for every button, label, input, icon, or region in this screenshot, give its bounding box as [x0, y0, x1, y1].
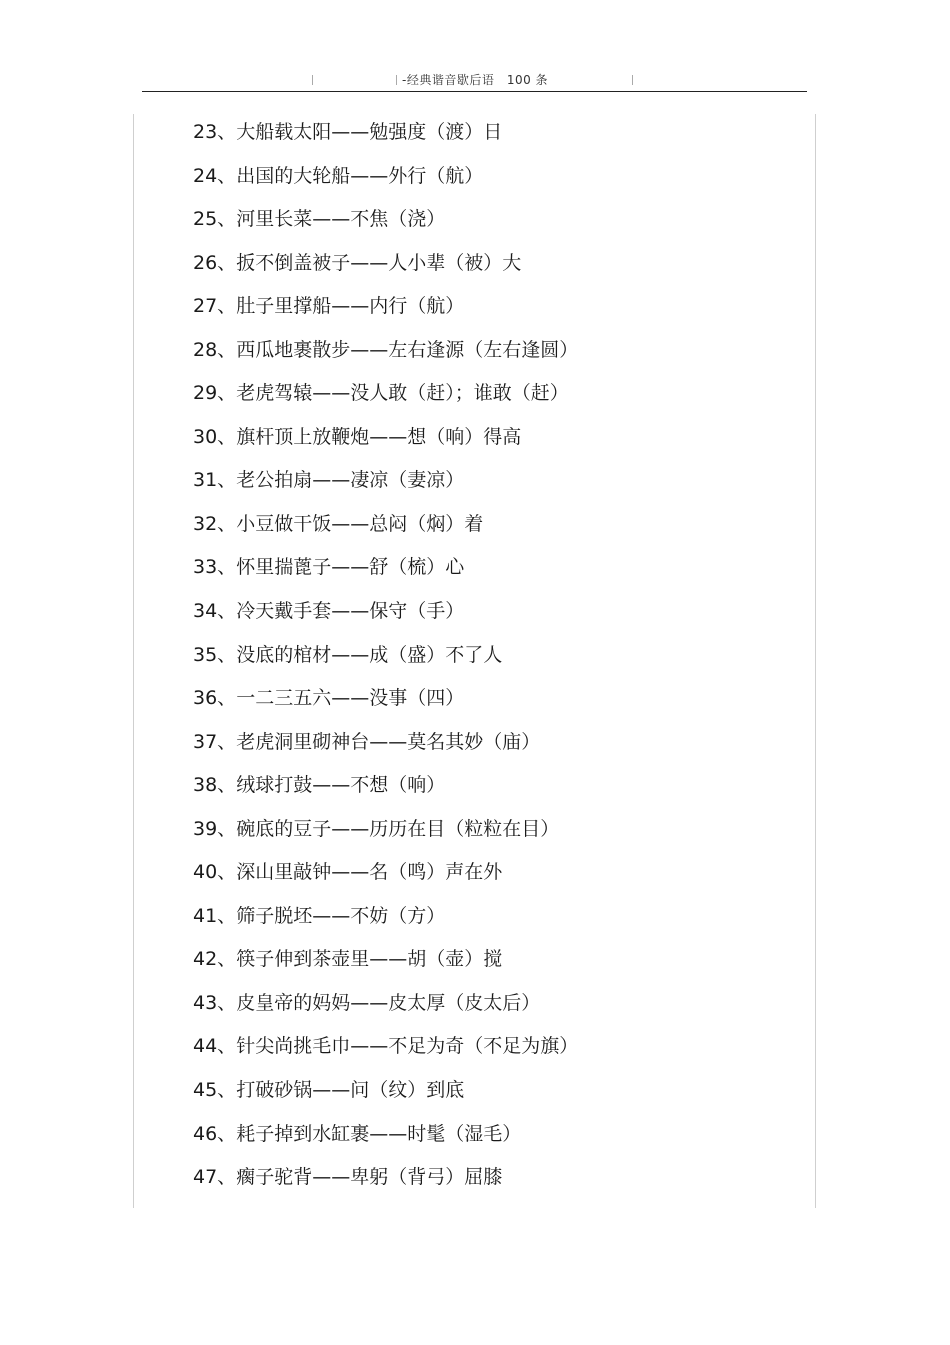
- entry-number: 26、: [193, 251, 237, 274]
- entry-text: 出国的大轮船——外行（航）: [236, 164, 484, 187]
- entry-text: 小豆做干饭——总闷（焖）着: [236, 512, 484, 535]
- entry-text: 扳不倒盖被子——人小辈（被）大: [236, 251, 522, 274]
- entry-number: 24、: [193, 164, 237, 187]
- entry-text: 一二三五六——没事（四）: [236, 687, 465, 710]
- list-item: [193, 728, 578, 772]
- list-item: [193, 771, 578, 815]
- entry-text: 冷天戴手套——保守（手）: [236, 600, 465, 623]
- list-item: [193, 205, 578, 249]
- entry-text: 针尖尚挑毛巾——不足为奇（不足为旗）: [236, 1035, 579, 1058]
- entry-text: 耗子掉到水缸裹——时髦（湿毛）: [236, 1122, 522, 1145]
- proverb-list: [193, 118, 578, 1207]
- entry-text: 大船载太阳——勉强度（渡）日: [236, 121, 503, 143]
- entry-number: 47、: [193, 1166, 237, 1189]
- entry-number: 46、: [193, 1122, 237, 1145]
- list-item: [193, 989, 578, 1033]
- entry-number: 36、: [193, 687, 237, 710]
- entry-text: 碗底的豆子——历历在目（粒粒在目）: [236, 817, 560, 840]
- list-item: [193, 162, 578, 206]
- list-item: [193, 249, 578, 293]
- list-item: [193, 423, 578, 467]
- list-item: [193, 1032, 578, 1076]
- header-tick-left: [312, 75, 313, 85]
- entry-text: 老公拍扇——凄凉（妻凉）: [236, 469, 465, 492]
- frame-right-border: [815, 114, 816, 1208]
- entry-text: 筷子伸到茶壶里——胡（壶）搅: [236, 948, 503, 971]
- page-header: [142, 70, 807, 90]
- entry-text: 绒球打鼓——不想（响）: [236, 774, 446, 797]
- entry-number: 37、: [193, 730, 237, 753]
- list-item: [193, 510, 578, 554]
- entry-number: 44、: [193, 1035, 237, 1058]
- list-item: [193, 684, 578, 728]
- entry-number: 23、: [193, 121, 237, 143]
- header-tick-right: [632, 75, 633, 85]
- entry-number: 28、: [193, 338, 237, 361]
- list-item: [193, 597, 578, 641]
- frame-left-border: [133, 114, 134, 1208]
- entry-text: 老虎驾辕——没人敢（赶）；谁敢（赶）: [236, 382, 569, 405]
- list-item: [193, 1076, 578, 1120]
- list-item: [193, 336, 578, 380]
- list-item: [193, 641, 578, 685]
- entry-text: 瘸子驼背——卑躬（背弓）屈膝: [236, 1166, 503, 1189]
- list-item: [193, 858, 578, 902]
- header-rule: [142, 91, 807, 92]
- entry-number: 30、: [193, 425, 237, 448]
- entry-number: 39、: [193, 817, 237, 840]
- entry-text: 深山里敲钟——名（鸣）声在外: [236, 861, 503, 884]
- list-item: [193, 815, 578, 859]
- entry-text: 旗杆顶上放鞭炮——想（响）得高: [236, 425, 522, 448]
- entry-number: 40、: [193, 861, 237, 884]
- list-item: [193, 553, 578, 597]
- entry-number: 31、: [193, 469, 237, 492]
- entry-number: 35、: [193, 643, 237, 666]
- list-item: [193, 1120, 578, 1164]
- entry-number: 25、: [193, 208, 237, 231]
- entry-number: 42、: [193, 948, 237, 971]
- list-item: [193, 1163, 578, 1207]
- header-tick-mid: [396, 75, 397, 85]
- entry-text: 没底的棺材——成（盛）不了人: [236, 643, 503, 666]
- list-item: [193, 118, 578, 162]
- entry-number: 43、: [193, 991, 237, 1014]
- entry-text: 打破砂锅——问（纹）到底: [236, 1079, 465, 1102]
- entry-text: 河里长菜——不焦（浇）: [236, 208, 446, 231]
- entry-number: 33、: [193, 556, 237, 579]
- entry-text: 西瓜地裹散步——左右逢源（左右逢圆）: [236, 338, 579, 361]
- entry-number: 29、: [193, 382, 237, 405]
- entry-number: 27、: [193, 295, 237, 318]
- list-item: [193, 379, 578, 423]
- entry-number: 34、: [193, 600, 237, 623]
- entry-text: 老虎洞里砌神台——莫名其妙（庙）: [236, 730, 541, 753]
- list-item: [193, 292, 578, 336]
- entry-number: 45、: [193, 1079, 237, 1102]
- list-item: [193, 466, 578, 510]
- entry-text: 怀里揣蓖子——舒（梳）心: [236, 556, 465, 579]
- entry-text: 皮皇帝的妈妈——皮太厚（皮太后）: [236, 991, 541, 1014]
- entry-text: 肚子里撑船——内行（航）: [236, 295, 465, 318]
- entry-text: 筛子脱坯——不妨（方）: [236, 904, 446, 927]
- entry-number: 32、: [193, 512, 237, 535]
- entry-number: 38、: [193, 774, 237, 797]
- header-title: -经典谐音歇后语 100 条: [402, 73, 549, 87]
- entry-number: 41、: [193, 904, 237, 927]
- list-item: [193, 945, 578, 989]
- list-item: [193, 902, 578, 946]
